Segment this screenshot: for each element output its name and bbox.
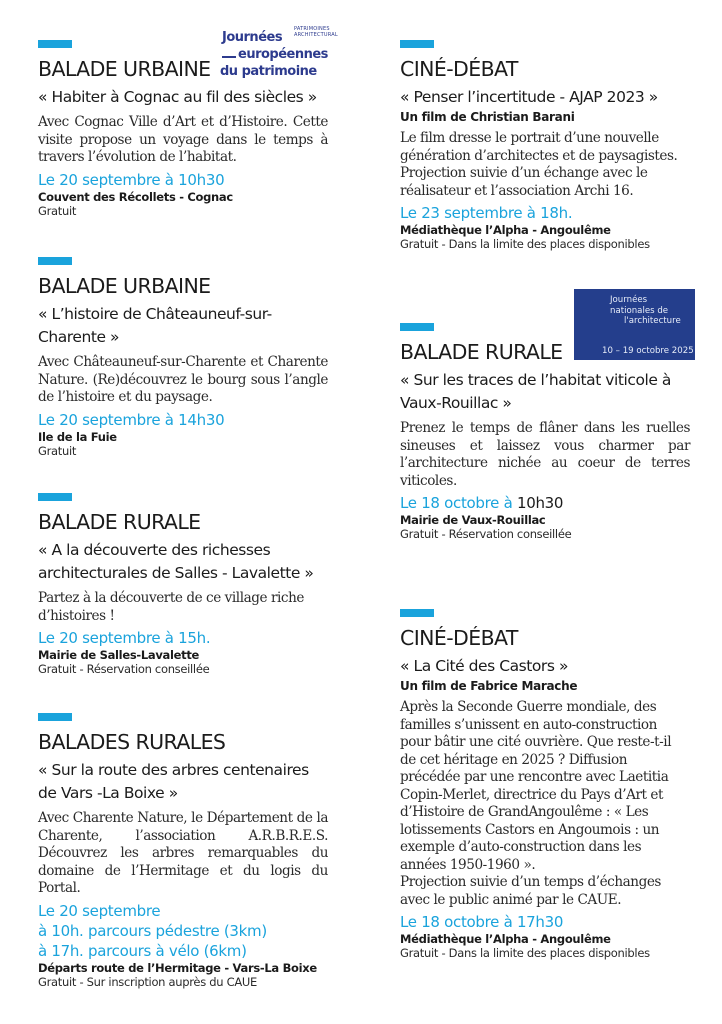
- event-price: Gratuit - Réservation conseillée: [38, 662, 210, 676]
- event-description: Après la Seconde Guerre mondiale, des familles s’unissent en auto-construction pour bâtir une cité ouvrière. Que reste-t-il de cet héritage en 2025 ? Diffusion précédée par une rencontre avec Laetitia Copin-Merlet, directrice du Pays d’Art et d’Histoire de GrandAngoulême : « Les lotissements Castors en Angoumois : un exemple d’auto-construction dans les années 1950-1960 ».: [400, 699, 672, 873]
- event-card: [400, 609, 690, 961]
- event-card: [400, 40, 690, 252]
- event-title: « Penser l’incertitude - AJAP 2023 »: [400, 88, 658, 106]
- event-title: « Habiter à Cognac au fil des siècles »: [38, 88, 317, 106]
- event-place: Mairie de Vaux-Rouillac: [400, 513, 546, 527]
- event-price: Gratuit: [38, 203, 77, 218]
- jna-line-3: l'architecture: [624, 316, 681, 326]
- event-type: BALADES RURALES: [38, 730, 226, 754]
- logo-small-text: PATRIMOINES ARCHITECTURAL: [294, 26, 338, 38]
- event-description: Le film dresse le portrait d’une nouvelle génération d’architectes et de paysagistes. Projection suivie d’un échange avec le réalisateur et l’association Archi 16.: [400, 130, 678, 199]
- jna-line-1: Journées: [610, 295, 648, 305]
- event-date-line: Le 20 septembre: [38, 901, 161, 920]
- event-type: BALADE RURALE: [38, 510, 201, 534]
- event-card: [38, 40, 328, 219]
- event-title: « Sur la route des arbres centenaires de Vars -La Boixe »: [38, 761, 309, 802]
- logo-line-1: Journées: [222, 30, 283, 45]
- event-film-credit: Un film de Christian Barani: [400, 110, 575, 124]
- event-type: CINÉ-DÉBAT: [400, 626, 518, 650]
- accent-bar: [38, 493, 72, 501]
- event-date: Le 20 septembre à 10h30: [38, 170, 225, 189]
- accent-bar: [400, 609, 434, 617]
- event-date-line: à 10h. parcours pédestre (3km): [38, 921, 267, 940]
- event-description: Avec Châteauneuf-sur-Charente et Charente Nature. (Re)découvrez le bourg sous l’angle de l’histoire et du paysage.: [38, 354, 328, 405]
- logo-line-3: du patrimoine: [220, 64, 317, 79]
- event-date-time: 10h30: [512, 494, 564, 512]
- accent-bar: [400, 323, 434, 331]
- event-place: Couvent des Récollets - Cognac: [38, 189, 233, 204]
- jna-dates: 10 – 19 octobre 2025: [602, 346, 694, 356]
- event-title: « L’histoire de Châteauneuf-sur-Charente »: [38, 305, 272, 346]
- event-price: Gratuit - Dans la limite des places disponibles: [400, 237, 650, 251]
- event-title: « A la découverte des richesses architecturales de Salles - Lavalette »: [38, 541, 314, 582]
- event-type: BALADE RURALE: [400, 340, 563, 364]
- logo-line-2: européennes: [238, 47, 328, 62]
- event-description: Prenez le temps de flâner dans les ruelles sineuses et laissez vous charmer par l’architecture nichée au coeur de terres viticoles.: [400, 420, 690, 489]
- event-title: « Sur les traces de l’habitat viticole à Vaux-Rouillac »: [400, 371, 671, 412]
- accent-bar: [38, 257, 72, 265]
- event-price: Gratuit - Dans la limite des places disponibles: [400, 946, 650, 960]
- event-type: CINÉ-DÉBAT: [400, 57, 518, 81]
- accent-bar: [38, 40, 72, 48]
- event-date-line: à 17h. parcours à vélo (6km): [38, 941, 247, 960]
- event-description: Avec Charente Nature, le Département de la Charente, l’association A.R.B.R.E.S. Découvrez les arbres remarquables du domaine de l’Hermitage et du logis du Portal.: [38, 810, 328, 896]
- event-card: [400, 323, 690, 542]
- event-date-prefix: Le 18 octobre à: [400, 494, 513, 512]
- event-card: [38, 493, 328, 677]
- event-description: Partez à la découverte de ce village riche d’histoires !: [38, 590, 304, 624]
- event-card: [38, 713, 328, 990]
- accent-bar: [38, 713, 72, 721]
- event-type: BALADE URBAINE: [38, 57, 211, 81]
- event-date: Le 20 septembre à 15h.: [38, 629, 211, 647]
- event-date: Le 23 septembre à 18h.: [400, 204, 573, 222]
- event-place: Médiathèque l’Alpha - Angoulême: [400, 932, 611, 946]
- event-price: Gratuit - Sur inscription auprès du CAUE: [38, 974, 257, 989]
- event-film-credit: Un film de Fabrice Marache: [400, 679, 578, 693]
- event-title: « La Cité des Castors »: [400, 657, 568, 675]
- event-price: Gratuit: [38, 443, 77, 458]
- jna-line-2: nationales de: [610, 305, 669, 316]
- event-date: Le 20 septembre à 14h30: [38, 410, 225, 429]
- event-place: Mairie de Salles-Lavalette: [38, 648, 200, 662]
- event-place: Ile de la Fuie: [38, 429, 117, 444]
- event-price: Gratuit - Réservation conseillée: [400, 527, 572, 541]
- event-date: Le 18 octobre à 17h30: [400, 913, 564, 931]
- event-date: [400, 493, 690, 513]
- event-description: Avec Cognac Ville d’Art et d’Histoire. Cette visite propose un voyage dans le temps à travers l’évolution de l’habitat.: [38, 114, 328, 165]
- event-place: Départs route de l’Hermitage - Vars-La Boixe: [38, 960, 317, 975]
- accent-bar: [400, 40, 434, 48]
- event-place: Médiathèque l’Alpha - Angoulême: [400, 223, 611, 237]
- event-card: [38, 257, 328, 459]
- event-type: BALADE URBAINE: [38, 274, 211, 298]
- event-description-2: Projection suivie d’un temps d’échanges avec le public animé par le CAUE.: [400, 874, 661, 908]
